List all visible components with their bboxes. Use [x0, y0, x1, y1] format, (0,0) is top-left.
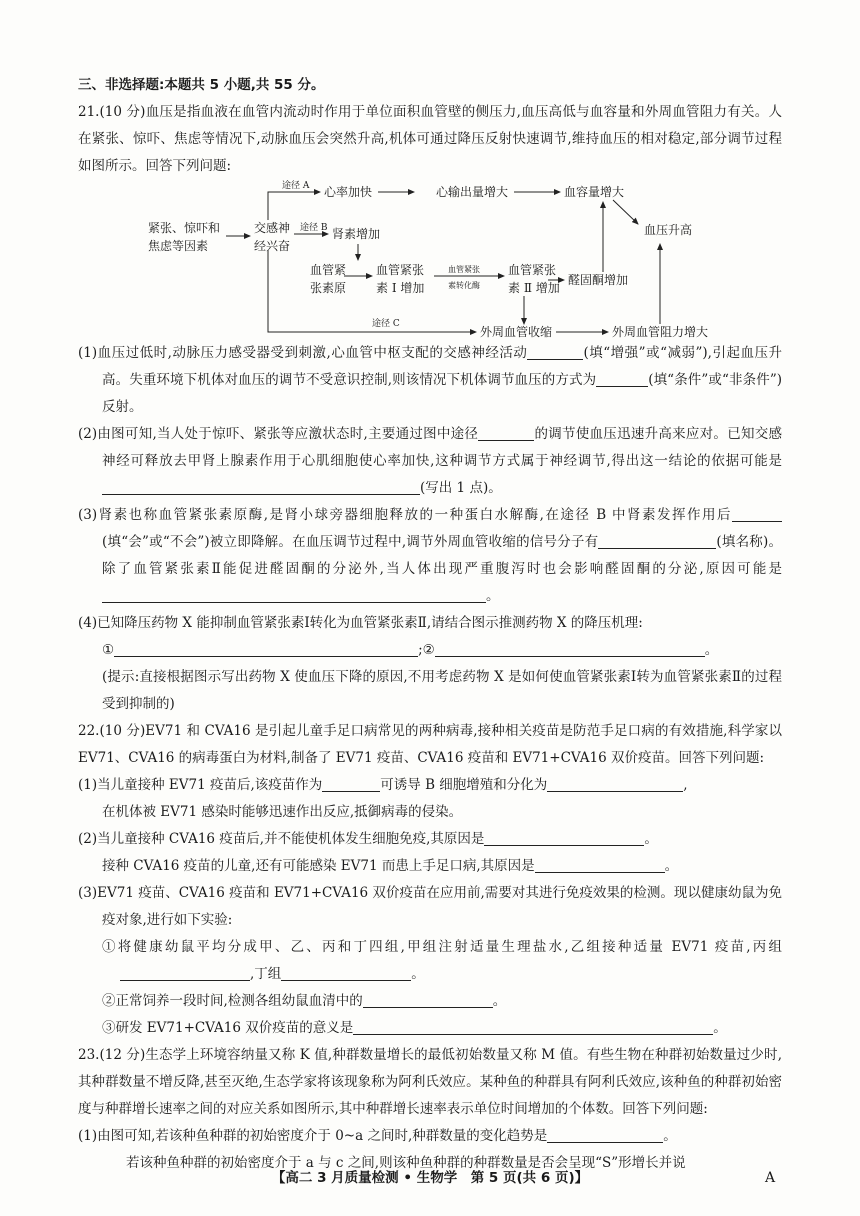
answer-blank[interactable] — [535, 857, 665, 873]
exam-version: A — [765, 1170, 776, 1186]
aldosterone-node: 醛固酮增加 — [568, 273, 629, 287]
ang1-line1: 血管紧张 — [376, 263, 425, 277]
answer-blank[interactable] — [478, 425, 534, 441]
section-title: 三、非选择题:本题共 5 小题,共 55 分。 — [78, 77, 325, 93]
cardiac-output-node: 心输出量增大 — [436, 185, 509, 199]
sympathetic-node-line2: 经兴奋 — [254, 239, 291, 253]
answer-blank[interactable] — [484, 830, 644, 846]
q23-part1: (1)由图可知,若该种鱼种群的初始密度介于 0~a 之间时,种群数量的变化趋势是 。 — [78, 1128, 677, 1144]
bp-regulation-diagram — [78, 180, 782, 340]
answer-blank[interactable] — [353, 1019, 713, 1035]
answer-blank[interactable] — [281, 965, 411, 981]
heart-rate-node: 心率加快 — [324, 185, 373, 199]
ang2-line1: 血管紧张 — [508, 263, 557, 277]
answer-blank[interactable] — [732, 506, 782, 522]
answer-blank[interactable] — [598, 533, 716, 549]
answer-blank[interactable] — [363, 992, 493, 1008]
q21-part3: (3)肾素也称血管紧张素原酶,是肾小球旁器细胞释放的一种蛋白水解酶,在途径 B 中肾素发挥作用后(填“会”或“不会”)被立即降解。在血压调节过程中,调节外周血管收缩的信号分子有 (填名称)。除了血管紧张素Ⅱ能促进醛固酮的分泌外,当人体出现严重腹泻时也会影响醛固酮的分泌,原因可能是。 — [78, 507, 782, 604]
q21-part2: (2)由图可知,当人处于惊吓、紧张等应激状态时,主要通过图中途径 的调节使血压迅速升高来应对。已知交感神经可释放去甲肾上腺素作用于心肌细胞使心率加快,这种调节方式属于神经调节,得出这一结论的依据可能是(写出 1 点)。 — [78, 426, 782, 496]
page-footer: 【高二 3 月质量检测 • 生物学 第 5 页(共 6 页)】 — [271, 1170, 589, 1186]
q22-part2: (2)当儿童接种 CVA16 疫苗后,并不能使机体发生细胞免疫,其原因是 。 — [78, 831, 658, 847]
q21-stem: 21.(10 分)血压是指血液在血管内流动时作用于单位面积血管壁的侧压力,血压高低与血容量和外周血管阻力有关。人在紧张、惊吓、焦虑等情况下,动脉血压会突然升高,机体可通过降压反射快速调节,维持血压的相对稳定,部分调节过程如图所示。回答下列问题: — [78, 104, 782, 174]
exam-page — [78, 72, 782, 1177]
stimulus-node-line1: 紧张、惊吓和 — [148, 221, 221, 235]
route-c-label: 途径 C — [372, 319, 400, 329]
ang1-line2: 素 Ⅰ 增加 — [376, 281, 425, 295]
angiotensinogen-line2: 张素原 — [310, 281, 347, 295]
q23-part1-cont: 若该种鱼种群的初始密度介于 a 与 c 之间,则该种鱼种群的种群数量是否会呈现“S”形增长并说 — [126, 1155, 686, 1171]
q22-step2: ②正常饲养一段时间,检测各组幼鼠血清中的 。 — [102, 993, 507, 1009]
q21-part4-answers: ① ;② 。 — [102, 642, 719, 658]
q22-part1: (1)当儿童接种 EV71 疫苗后,该疫苗作为 可诱导 B 细胞增殖和分化为 , — [78, 777, 688, 793]
q22-part2-cont: 接种 CVA16 疫苗的儿童,还有可能感染 EV71 而患上手足口病,其原因是 。 — [102, 858, 679, 874]
answer-blank[interactable] — [547, 1127, 663, 1143]
vasoconstriction-node: 外周血管收缩 — [480, 325, 553, 339]
q22-part3: (3)EV71 疫苗、CVA16 疫苗和 EV71+CVA16 双价疫苗在应用前,需要对其进行免疫效果的检测。现以健康幼鼠为免疫对象,进行如下实验: — [78, 885, 782, 928]
resistance-node: 外周血管阻力增大 — [612, 325, 709, 339]
answer-blank[interactable] — [547, 776, 683, 792]
stimulus-node-line2: 焦虑等因素 — [148, 239, 209, 253]
route-a-label: 途径 A — [282, 181, 310, 191]
renin-node: 肾素增加 — [332, 227, 381, 241]
bp-up-node: 血压升高 — [644, 223, 693, 237]
q22-step1: ①将健康幼鼠平均分成甲、乙、丙和丁四组,甲组注射适量生理盐水,乙组接种适量 EV71 疫苗,丙组,丁组 。 — [102, 939, 782, 982]
answer-blank[interactable] — [596, 371, 648, 387]
blood-volume-node: 血容量增大 — [564, 185, 625, 199]
q21-hint: (提示:直接根据图示写出药物 X 使血压下降的原因,不用考虑药物 X 是如何使血管紧张素Ⅰ转为血管紧张素Ⅱ的过程受到抑制的) — [102, 669, 782, 712]
q21-part1: (1)血压过低时,动脉压力感受器受到刺激,心血管中枢支配的交感神经活动 (填“增强”或“减弱”),引起血压升高。失重环境下机体对血压的调节不受意识控制,则该情况下机体调节血压的方式为 (填“条件”或“非条件”)反射。 — [78, 345, 783, 415]
angiotensinogen-line1: 血管紧 — [310, 263, 347, 277]
diagram-arrows — [78, 180, 782, 340]
answer-blank[interactable] — [102, 479, 420, 495]
q22-step3: ③研发 EV71+CVA16 双价疫苗的意义是 。 — [102, 1020, 727, 1036]
sympathetic-node-line1: 交感神 — [254, 221, 291, 235]
enzyme-line2: 素转化酶 — [448, 281, 480, 290]
answer-blank[interactable] — [435, 641, 705, 657]
answer-blank[interactable] — [102, 587, 486, 603]
answer-blank[interactable] — [527, 344, 583, 360]
answer-blank[interactable] — [120, 965, 250, 981]
q22-part1-cont: 在机体被 EV71 感染时能够迅速作出反应,抵御病毒的侵染。 — [102, 804, 463, 820]
route-b-label: 途径 B — [300, 223, 328, 233]
q22-stem: 22.(10 分)EV71 和 CVA16 是引起儿童手足口病常见的两种病毒,接种相关疫苗是防范手足口病的有效措施,科学家以 EV71、CVA16 的病毒蛋白为材料,制备了 EV71 疫苗、CVA16 疫苗和 EV71+CVA16 双价疫苗。回答下列问题: — [78, 723, 782, 766]
answer-blank[interactable] — [322, 776, 380, 792]
q21-part4: (4)已知降压药物 X 能抑制血管紧张素Ⅰ转化为血管紧张素Ⅱ,请结合图示推测药物 X 的降压机理: — [78, 615, 643, 631]
enzyme-line1: 血管紧张 — [448, 265, 480, 274]
ang2-line2: 素 Ⅱ 增加 — [508, 281, 560, 295]
answer-blank[interactable] — [114, 641, 418, 657]
q23-stem: 23.(12 分)生态学上环境容纳量又称 K 值,种群数量增长的最低初始数量又称 M 值。有些生物在种群初始数量过少时,其种群数量不增反降,甚至灭绝,生态学家将该现象称为阿利氏效应。某种鱼的种群具有阿利氏效应,该种鱼的种群初始密度与种群增长速率之间的对应关系如图所示,其中种群增长速率表示单位时间增加的个体数。回答下列问题: — [78, 1047, 782, 1117]
